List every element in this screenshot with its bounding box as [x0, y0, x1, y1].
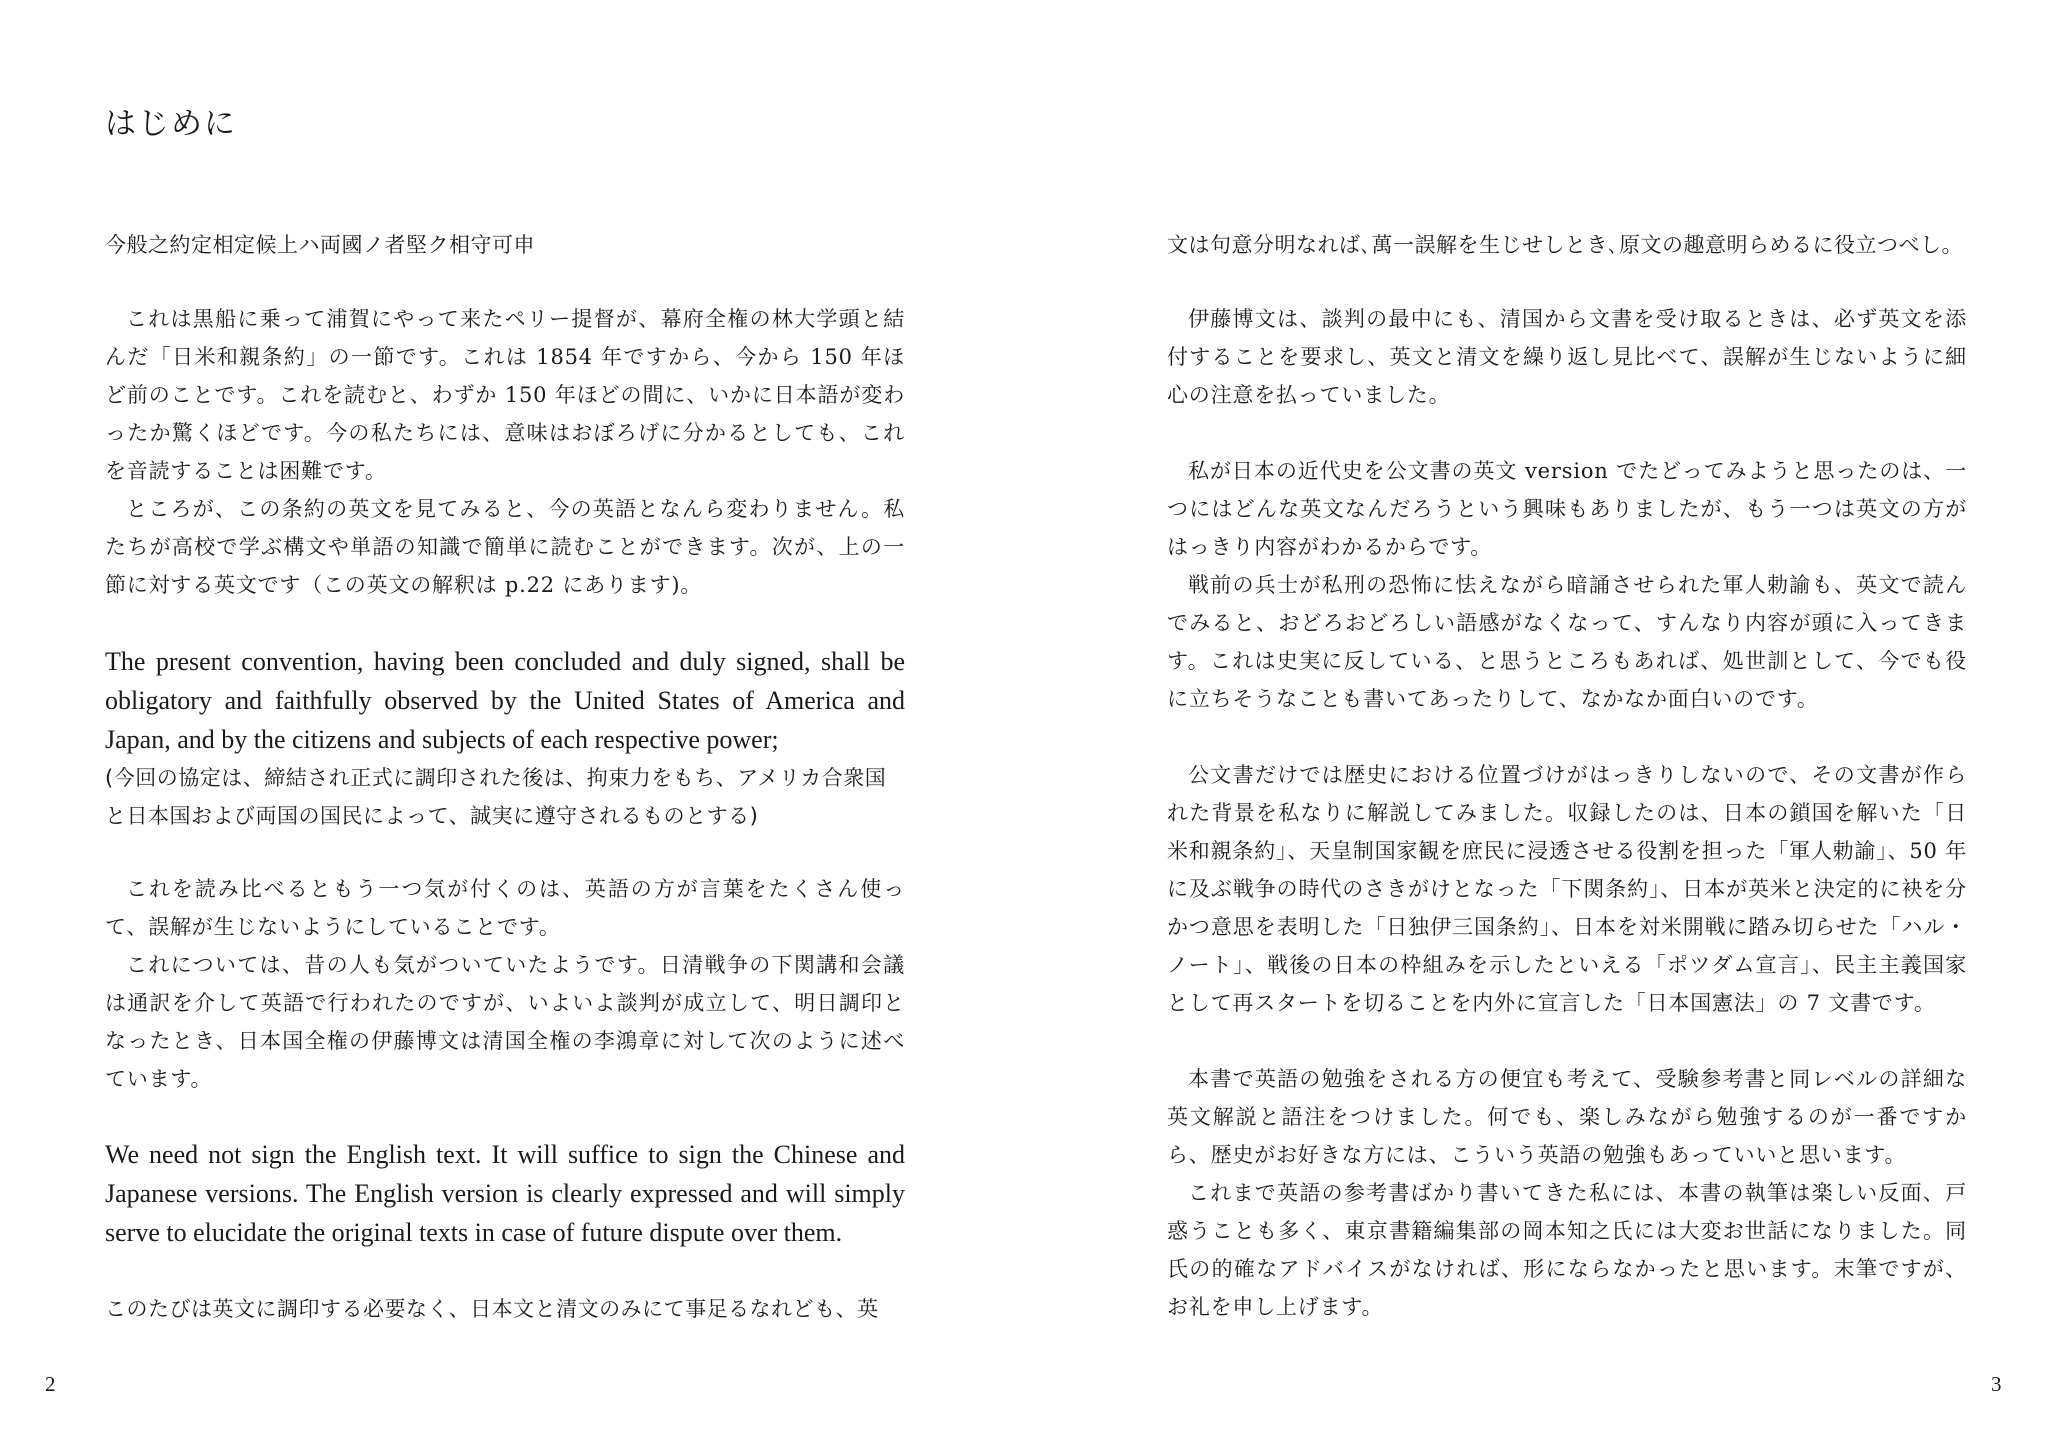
treaty-translation: (今回の協定は、締結され正式に調印された後は、拘束力をもち、アメリカ合衆国と日本国および両国の国民によって、誠実に遵守されるものとする) — [105, 766, 887, 828]
body-paragraph-3: 戦前の兵士が私刑の恐怖に怯えながら暗誦させられた軍人勅諭も、英文で読んでみると、おどろおどろしい語感がなくなって、すんなり内容が頭に入ってきます。これは史実に反している、と思うところもあれば、処世訓として、今でも役に立ちそうなことも書いてあったりして、なかなか面白いのです。 — [1167, 573, 1967, 711]
right-page — [1024, 0, 2048, 1453]
page-number-right: 3 — [1991, 1372, 2002, 1396]
intro-paragraph-4: これについては、昔の人も気がついていたようです。日清戦争の下関講和会議は通訳を介して英語で行われたのですが、いよいよ談判が成立して、明日調印となったとき、日本国全権の伊藤博文は清国全権の李鴻章に対して次のように述べています。 — [105, 953, 905, 1091]
body-paragraph-5: 本書で英語の勉強をされる方の便宜も考えて、受験参考書と同レベルの詳細な英文解説と語注をつけました。何でも、楽しみながら勉強するのが一番ですから、歴史がお好きな方には、こういう英語の勉強もあっていいと思います。 — [1167, 1067, 1967, 1167]
body-paragraph-2: 私が日本の近代史を公文書の英文 version でたどってみようと思ったのは、一つにはどんな英文なんだろうという興味もありましたが、もう一つは英文の方がはっきり内容がわかるからです。 — [1167, 459, 1967, 559]
body-paragraph-6: これまで英語の参考書ばかり書いてきた私には、本書の執筆は楽しい反面、戸惑うことも多く、東京書籍編集部の岡本知之氏には大変お世話になりました。同氏の的確なアドバイスがなければ、形にならなかったと思います。末筆ですが、お礼を申し上げます。 — [1167, 1181, 1967, 1319]
body-paragraph-4: 公文書だけでは歴史における位置づけがはっきりしないので、その文書が作られた背景を私なりに解説してみました。収録したのは、日本の鎖国を解いた「日米和親条約」、天皇制国家観を庶民に浸透させる役割を担った「軍人勅諭」、50 年に及ぶ戦争の時代のさきがけとなった「下関条約」、日本が英米と決定的に袂を分かつ意思を表明した「日独伊三国条約」、日本を対米開戦に踏み切らせた「ハル・ノート」、戦後の日本の枠組みを示したといえる「ポツダム宣言」、民主主義国家として再スタートを切ることを内外に宣言した「日本国憲法」の 7 文書です。 — [1167, 763, 1967, 1015]
english-quote-text: We need not sign the English text. It will suffice to sign the Chinese and Japanese versions. The English version is clearly expressed and will simply serve to elucidate the original texts in case of future dispute over them. — [105, 1140, 905, 1247]
quote-translation-continued: 文は句意分明なれば､萬一誤解を生じせしとき､原文の趣意明らめるに役立つべし。 — [1167, 233, 1963, 257]
body-paragraph-1: 伊藤博文は、談判の最中にも、清国から文書を受け取るときは、必ず英文を添付することを要求し、英文と清文を繰り返し見比べて、誤解が生じないように細心の注意を払っていました。 — [1167, 307, 1967, 407]
intro-paragraph-1: これは黒船に乗って浦賀にやって来たペリー提督が、幕府全権の林大学頭と結んだ「日米和親条約」の一節です。これは 1854 年ですから、今から 150 年ほど前のことです。これを読むと、わずか 150 年ほどの間に、いかに日本語が変わったか驚くほどです。今の私たちには、意味はおぼろげに分かるとしても、これを音読することは困難です。 — [105, 307, 905, 483]
quote-translation-start: このたびは英文に調印する必要なく、日本文と清文のみにて事足るなれども、英 — [105, 1297, 879, 1321]
english-treaty-text: The present convention, having been concluded and duly signed, shall be obligatory and faithfully observed by the United States of America and Japan, and by the citizens and subjects of each respective power; — [105, 647, 905, 754]
treaty-excerpt: 今般之約定相定候上ハ両國ノ者堅ク相守可申 — [105, 233, 535, 257]
intro-paragraph-3: これを読み比べるともう一つ気が付くのは、英語の方が言葉をたくさん使って、誤解が生じないようにしていることです。 — [105, 877, 905, 939]
page-number-left: 2 — [45, 1372, 56, 1396]
intro-paragraph-2: ところが、この条約の英文を見てみると、今の英語となんら変わりません。私たちが高校で学ぶ構文や単語の知識で簡単に読むことができます。次が、上の一節に対する英文です（この英文の解釈は p.22 にあります)。 — [105, 497, 905, 597]
page-title: はじめに — [105, 106, 237, 142]
